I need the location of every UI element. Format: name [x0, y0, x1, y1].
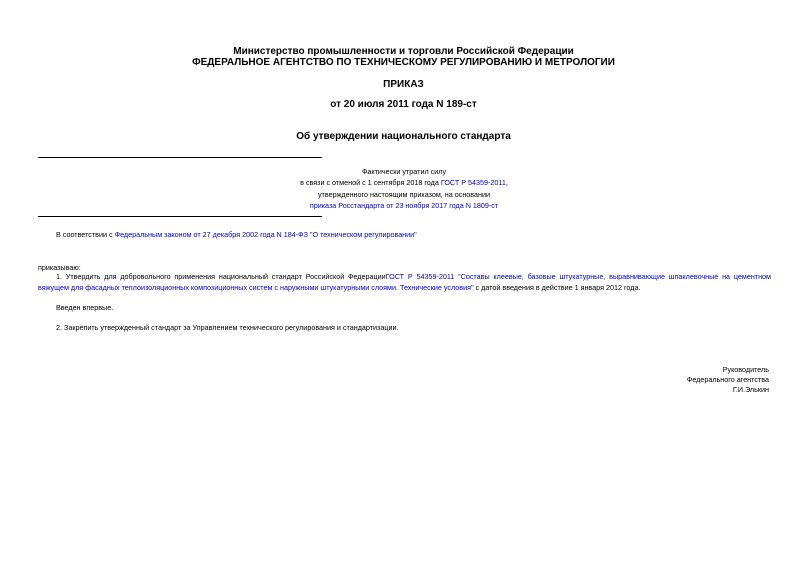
- item1-prefix: 1. Утвердить для добровольного применения национальный стандарт Российской Федерации: [56, 272, 386, 281]
- status-note-line1: Фактически утратил силу: [361, 167, 447, 176]
- rosstandart-order-link[interactable]: приказа Росстандарта от 23 ноября 2017 года N 1809-ст: [309, 201, 499, 210]
- basis-paragraph: [56, 229, 417, 240]
- first-time-note: Введен впервые.: [56, 303, 114, 312]
- ministry-title: Министерство промышленности и торговли Российской Федерации: [233, 46, 574, 57]
- item1-line1: [38, 271, 771, 282]
- document-date-number: от 20 июля 2011 года N 189-ст: [330, 99, 477, 110]
- federal-law-link[interactable]: Федеральным законом от 27 декабря 2002 года N 184-ФЗ "О техническом регулировании": [114, 230, 417, 239]
- document-subject: Об утверждении национального стандарта: [296, 131, 511, 142]
- divider-top: [38, 157, 322, 158]
- signature-position2: Федерального агентства: [686, 375, 769, 384]
- gost-link[interactable]: ГОСТ Р 54359-2011: [440, 178, 506, 187]
- status-note-line2-suffix: ,: [505, 178, 508, 187]
- signature-position1: Руководитель: [722, 365, 769, 374]
- item1-suffix: с датой введения в действие 1 января 2012 года.: [473, 283, 641, 292]
- standard-link-part2[interactable]: вяжущем для фасадных теплоизоляционных композиционных систем с наружными штукатурными слоями. Технические условия": [38, 283, 474, 292]
- status-note-line3: утвержденного настоящим приказом, на основании: [317, 190, 491, 199]
- order-word: приказываю:: [38, 263, 81, 272]
- standard-link-part1[interactable]: ГОСТ Р 54359-2011 "Составы клеевые, базовые штукатурные, выравнивающие шпаклевочные на цементном: [385, 272, 771, 281]
- divider-bottom: [38, 216, 322, 217]
- document-type: ПРИКАЗ: [383, 79, 424, 90]
- basis-prefix: В соответствии с: [56, 230, 115, 239]
- signature-name: Г.И.Элькин: [732, 385, 769, 394]
- item1-paragraph: [38, 271, 771, 293]
- status-note-line2: [180, 178, 628, 189]
- item2-paragraph: 2. Закрепить утвержденный стандарт за Управлением технического регулирования и стандартизации.: [56, 323, 399, 332]
- agency-title: ФЕДЕРАЛЬНОЕ АГЕНТСТВО ПО ТЕХНИЧЕСКОМУ РЕГУЛИРОВАНИЮ И МЕТРОЛОГИИ: [192, 57, 615, 68]
- status-note-line2-prefix: в связи с отменой с 1 сентября 2018 года: [300, 178, 441, 187]
